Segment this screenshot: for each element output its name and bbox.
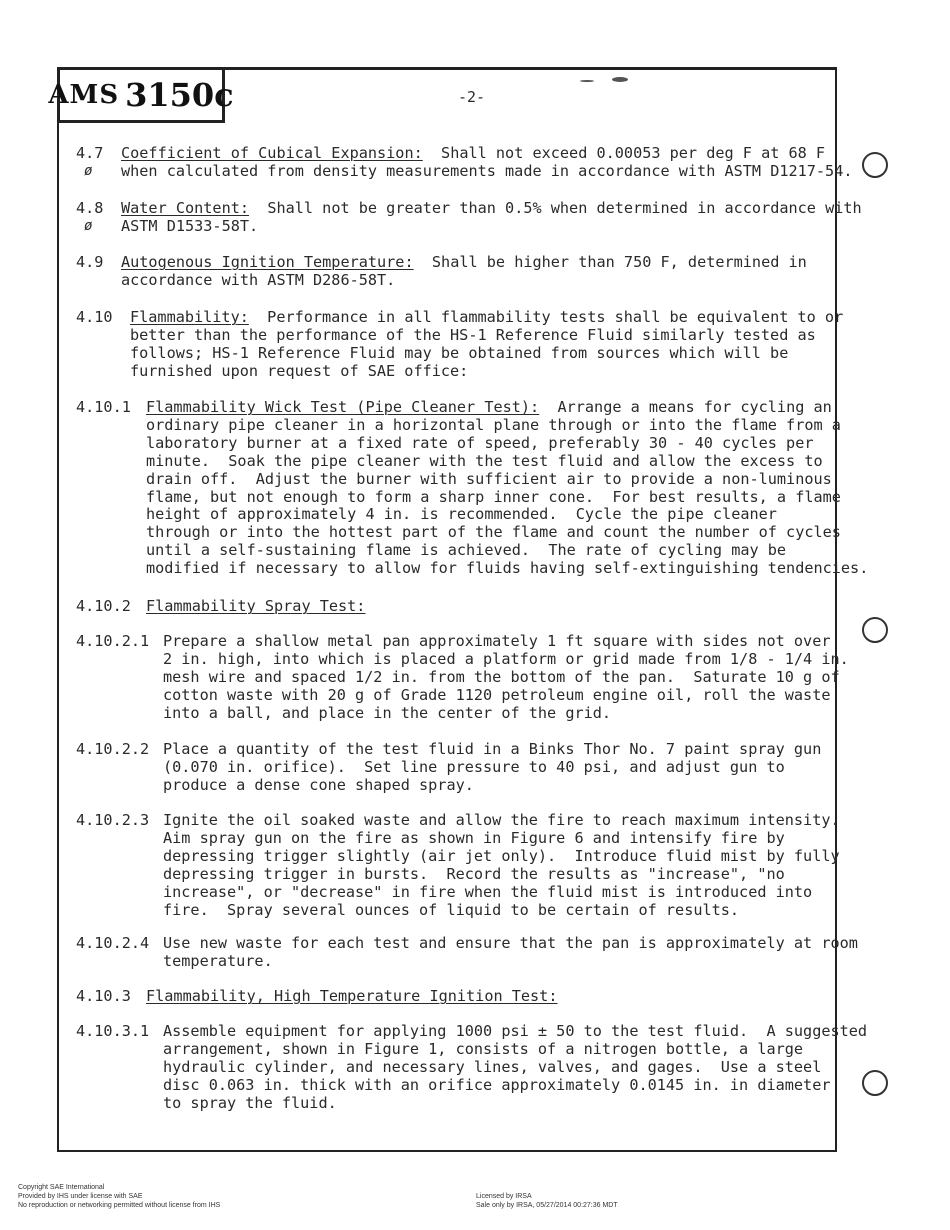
section-number: 4.10.3 xyxy=(76,987,131,1005)
section-title: Flammability Wick Test (Pipe Cleaner Test): xyxy=(146,398,540,416)
line-text: modified if necessary to allow for fluids having self-extinguishing tendencies. xyxy=(146,559,869,578)
footer-license xyxy=(476,1192,618,1210)
section-number: 4.8 xyxy=(76,199,104,217)
text-line xyxy=(163,633,849,651)
section-number: 4.10.3.1 xyxy=(76,1022,150,1040)
text-line xyxy=(163,687,849,705)
line-text: arrangement, shown in Figure 1, consists of a nitrogen bottle, a large xyxy=(163,1039,804,1058)
line-text: accordance with ASTM D286-58T. xyxy=(121,270,396,289)
line-text: depressing trigger in bursts. Record the results as "increase", "no xyxy=(163,864,785,883)
text-line xyxy=(146,435,868,453)
footer-line: Sale only by IRSA, 05/27/2014 00:27:36 MDT xyxy=(476,1202,618,1209)
line-text: Shall not be greater than 0.5% when determined in accordance with xyxy=(267,199,862,217)
spec-prefix: AMS xyxy=(48,80,120,110)
text-line xyxy=(146,417,868,435)
section-number: 4.9 xyxy=(76,253,104,271)
line-text: produce a dense cone shaped spray. xyxy=(163,775,474,794)
text-line xyxy=(163,866,840,884)
line-text: flame, but not enough to form a sharp inner cone. For best results, a flame xyxy=(146,487,841,506)
text-line xyxy=(163,1095,867,1113)
line-text: Ignite the oil soaked waste and allow the fire to reach maximum intensity. xyxy=(163,811,840,829)
scan-smudge xyxy=(580,80,594,82)
section-text xyxy=(121,200,862,236)
text-line xyxy=(146,506,868,524)
section-text xyxy=(163,935,858,971)
revision-mark: ø xyxy=(84,163,93,179)
spec-number-box xyxy=(48,67,234,123)
footer-copyright xyxy=(18,1183,220,1210)
line-text: to spray the fluid. xyxy=(163,1093,337,1112)
section-number: 4.10.2.2 xyxy=(76,740,150,758)
text-line xyxy=(146,399,868,417)
line-text: Arrange a means for cycling an xyxy=(557,398,832,416)
text-line xyxy=(163,1077,867,1095)
section-title: Flammability, High Temperature Ignition Test: xyxy=(146,987,558,1005)
text-line xyxy=(130,327,843,345)
text-line xyxy=(121,163,853,181)
text-line xyxy=(163,884,840,902)
line-text: temperature. xyxy=(163,951,273,970)
line-text: 2 in. high, into which is placed a platform or grid made from 1/8 - 1/4 in. xyxy=(163,649,849,668)
section-text xyxy=(163,812,840,919)
text-line xyxy=(163,1023,867,1041)
page-number: -2- xyxy=(458,88,486,106)
line-text: Prepare a shallow metal pan approximately 1 ft square with sides not over xyxy=(163,632,831,650)
text-line xyxy=(163,759,821,777)
text-line xyxy=(163,1059,867,1077)
text-line xyxy=(163,812,840,830)
text-line xyxy=(163,777,821,795)
footer-line: No reproduction or networking permitted without license from IHS xyxy=(18,1202,221,1209)
line-text: furnished upon request of SAE office: xyxy=(130,361,469,380)
text-line xyxy=(163,705,849,723)
text-line xyxy=(146,453,868,471)
line-text: depressing trigger slightly (air jet only). Introduce fluid mist by fully xyxy=(163,846,840,865)
line-text: height of approximately 4 in. is recommended. Cycle the pipe cleaner xyxy=(146,505,777,524)
line-text: Use new waste for each test and ensure that the pan is approximately at room xyxy=(163,934,858,952)
section-text xyxy=(163,741,821,795)
line-text: (0.070 in. orifice). Set line pressure to 40 psi, and adjust gun to xyxy=(163,757,785,776)
text-line xyxy=(146,542,868,560)
text-line xyxy=(146,598,365,616)
line-text: Shall not exceed 0.00053 per deg F at 68 F xyxy=(441,144,826,162)
footer-line: Copyright SAE International xyxy=(18,1184,105,1191)
line-text: disc 0.063 in. thick with an orifice approximately 0.0145 in. in diameter xyxy=(163,1075,831,1094)
text-line xyxy=(121,145,853,163)
section-number: 4.10.1 xyxy=(76,398,131,416)
line-text: laboratory burner at a fixed rate of speed, preferably 30 - 40 cycles per xyxy=(146,433,814,452)
line-text: Performance in all flammability tests shall be equivalent to or xyxy=(267,308,844,326)
text-line xyxy=(146,560,868,578)
text-line xyxy=(130,345,843,363)
text-line xyxy=(121,200,862,218)
punch-hole xyxy=(862,152,888,178)
line-text: cotton waste with 20 g of Grade 1120 petroleum engine oil, roll the waste xyxy=(163,685,831,704)
section-number: 4.10.2.3 xyxy=(76,811,150,829)
section-text xyxy=(121,254,807,290)
text-line xyxy=(121,272,807,290)
line-text: Aim spray gun on the fire as shown in Figure 6 and intensify fire by xyxy=(163,828,785,847)
line-text: until a self-sustaining flame is achieved. The rate of cycling may be xyxy=(146,541,787,560)
line-text: hydraulic cylinder, and necessary lines, valves, and gages. Use a steel xyxy=(163,1057,822,1076)
text-line xyxy=(146,489,868,507)
line-text: when calculated from density measurements made in accordance with ASTM D1217-54. xyxy=(121,161,853,180)
text-line xyxy=(146,471,868,489)
line-text: Assemble equipment for applying 1000 psi ± 50 to the test fluid. A suggested xyxy=(163,1022,868,1040)
line-text: mesh wire and spaced 1/2 in. from the bottom of the pan. Saturate 10 g of xyxy=(163,667,840,686)
text-line xyxy=(163,953,858,971)
section-title: Flammability Spray Test: xyxy=(146,597,366,615)
line-text: ordinary pipe cleaner in a horizontal plane through or into the flame from a xyxy=(146,415,841,434)
line-text: increase", or "decrease" in fire when the fluid mist is introduced into xyxy=(163,882,813,901)
section-text xyxy=(146,399,868,578)
section-number: 4.10.2 xyxy=(76,597,131,615)
line-text: fire. Spray several ounces of liquid to be certain of results. xyxy=(163,900,740,919)
line-text: into a ball, and place in the center of the grid. xyxy=(163,703,612,722)
section-title: Water Content: xyxy=(121,199,250,217)
line-text: ASTM D1533-58T. xyxy=(121,216,259,235)
line-text: minute. Soak the pipe cleaner with the test fluid and allow the excess to xyxy=(146,451,823,470)
section-number: 4.10.2.4 xyxy=(76,934,150,952)
line-text: Shall be higher than 750 F, determined in xyxy=(431,253,807,271)
section-text xyxy=(163,1023,867,1113)
line-text: follows; HS-1 Reference Fluid may be obtained from sources which will be xyxy=(130,343,789,362)
section-text xyxy=(146,598,365,616)
text-line xyxy=(163,830,840,848)
text-line xyxy=(163,902,840,920)
footer-line: Licensed by IRSA xyxy=(476,1193,532,1200)
revision-mark: ø xyxy=(84,218,93,234)
text-line xyxy=(163,669,849,687)
footer-line: Provided by IHS under license with SAE xyxy=(18,1193,143,1200)
line-text: Place a quantity of the test fluid in a Binks Thor No. 7 paint spray gun xyxy=(163,740,822,758)
scan-smudge xyxy=(612,77,628,82)
section-text xyxy=(121,145,853,181)
section-title: Flammability: xyxy=(130,308,249,326)
section-text xyxy=(163,633,849,723)
spec-number: 3150c xyxy=(125,76,234,114)
text-line xyxy=(121,218,862,236)
text-line xyxy=(163,848,840,866)
line-text: through or into the hottest part of the flame and count the number of cycles xyxy=(146,523,841,542)
section-number: 4.7 xyxy=(76,144,104,162)
section-number: 4.10.2.1 xyxy=(76,632,150,650)
punch-hole xyxy=(862,617,888,643)
section-text xyxy=(146,988,557,1006)
section-text xyxy=(130,309,843,381)
text-line xyxy=(121,254,807,272)
text-line xyxy=(130,309,843,327)
line-text: better than the performance of the HS-1 Reference Fluid similarly tested as xyxy=(130,325,816,344)
section-title: Coefficient of Cubical Expansion: xyxy=(121,144,423,162)
text-line xyxy=(146,988,557,1006)
text-line xyxy=(163,741,821,759)
text-line xyxy=(146,524,868,542)
text-line xyxy=(163,935,858,953)
text-line xyxy=(130,363,843,381)
text-line xyxy=(163,1041,867,1059)
line-text: drain off. Adjust the burner with sufficient air to provide a non-luminous xyxy=(146,469,832,488)
section-number: 4.10 xyxy=(76,308,113,326)
section-title: Autogenous Ignition Temperature: xyxy=(121,253,414,271)
text-line xyxy=(163,651,849,669)
